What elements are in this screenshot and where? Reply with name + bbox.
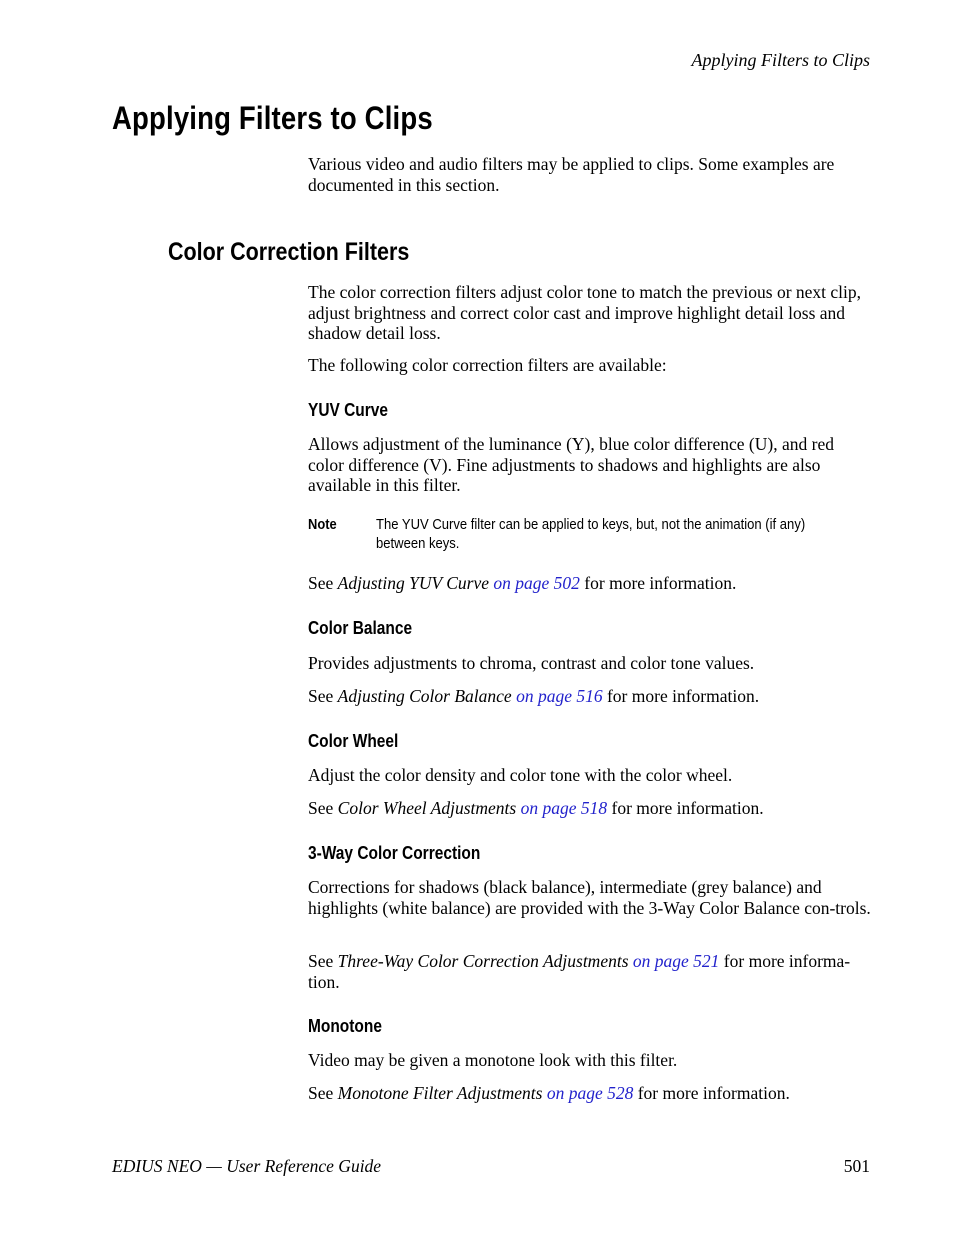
- ref-title: Monotone Filter Adjustments: [337, 1083, 543, 1103]
- ref-tail: for more information.: [606, 686, 760, 706]
- page-link[interactable]: on page 521: [632, 951, 720, 971]
- page-title: Applying Filters to Clips: [112, 100, 433, 136]
- filter-heading-yuv-curve: YUV Curve: [308, 400, 389, 420]
- filter-desc-color-wheel: Adjust the color density and color tone with the color wheel.: [308, 765, 733, 785]
- filter-ref-color-wheel: [308, 798, 874, 819]
- ref-tail: for more informa-tion.: [308, 951, 851, 992]
- page-link[interactable]: on page 516: [516, 686, 603, 706]
- filter-ref-monotone: [308, 1083, 874, 1104]
- page-link[interactable]: on page 502: [493, 573, 580, 593]
- ref-tail: for more information.: [637, 1083, 790, 1103]
- filter-heading-monotone: Monotone: [308, 1016, 382, 1036]
- intro-paragraph: Various video and audio filters may be applied to clips. Some examples are documented in this section.: [308, 154, 835, 195]
- ref-title: Three-Way Color Correction Adjustments: [337, 951, 629, 971]
- running-header: Applying Filters to Clips: [691, 50, 870, 70]
- filter-desc-3-way-color-correction: Corrections for shadows (black balance), intermediate (grey balance) and highlights (white balance) are provided with the 3-Way Color Balance con-trols.: [308, 877, 871, 918]
- note-text: The YUV Curve filter can be applied to keys, but, not the animation (if any) between keys.: [376, 517, 806, 552]
- ref-tail: for more information.: [611, 798, 764, 818]
- ref-title: Adjusting Color Balance: [337, 686, 512, 706]
- filter-heading-color-balance: Color Balance: [308, 618, 413, 638]
- page-number: 501: [843, 1156, 870, 1176]
- page-link[interactable]: on page 518: [520, 798, 608, 818]
- filter-heading-3-way-color-correction: 3-Way Color Correction: [308, 843, 481, 863]
- section-heading: Color Correction Filters: [168, 238, 410, 266]
- section-paragraph-1: The color correction filters adjust color tone to match the previous or next clip, adjust brightness and correct color cast and improve highlight detail loss and shadow detail loss.: [308, 282, 862, 343]
- filter-heading-color-wheel: Color Wheel: [308, 731, 399, 751]
- filter-desc-color-balance: Provides adjustments to chroma, contrast and color tone values.: [308, 653, 755, 673]
- section-paragraph-2: The following color correction filters are available:: [308, 355, 667, 375]
- ref-title: Color Wheel Adjustments: [337, 798, 517, 818]
- filter-ref-color-balance: [308, 686, 874, 707]
- note-label: Note: [308, 516, 337, 533]
- filter-desc-monotone: Video may be given a monotone look with this filter.: [308, 1050, 678, 1070]
- filter-ref-3-way-color-correction: [308, 951, 874, 992]
- see-label: See: [308, 798, 334, 818]
- see-label: See: [308, 686, 334, 706]
- footer-guide-title: EDIUS NEO — User Reference Guide: [112, 1156, 382, 1176]
- filter-ref-yuv-curve: [308, 573, 874, 594]
- see-label: See: [308, 1083, 334, 1103]
- page-link[interactable]: on page 528: [546, 1083, 634, 1103]
- ref-title: Adjusting YUV Curve: [337, 573, 490, 593]
- ref-tail: for more information.: [584, 573, 737, 593]
- see-label: See: [308, 573, 334, 593]
- see-label: See: [308, 951, 334, 971]
- filter-desc-yuv-curve: Allows adjustment of the luminance (Y), blue color difference (U), and red color difference (V). Fine adjustments to shadows and highlights are also available in this filter.: [308, 434, 834, 495]
